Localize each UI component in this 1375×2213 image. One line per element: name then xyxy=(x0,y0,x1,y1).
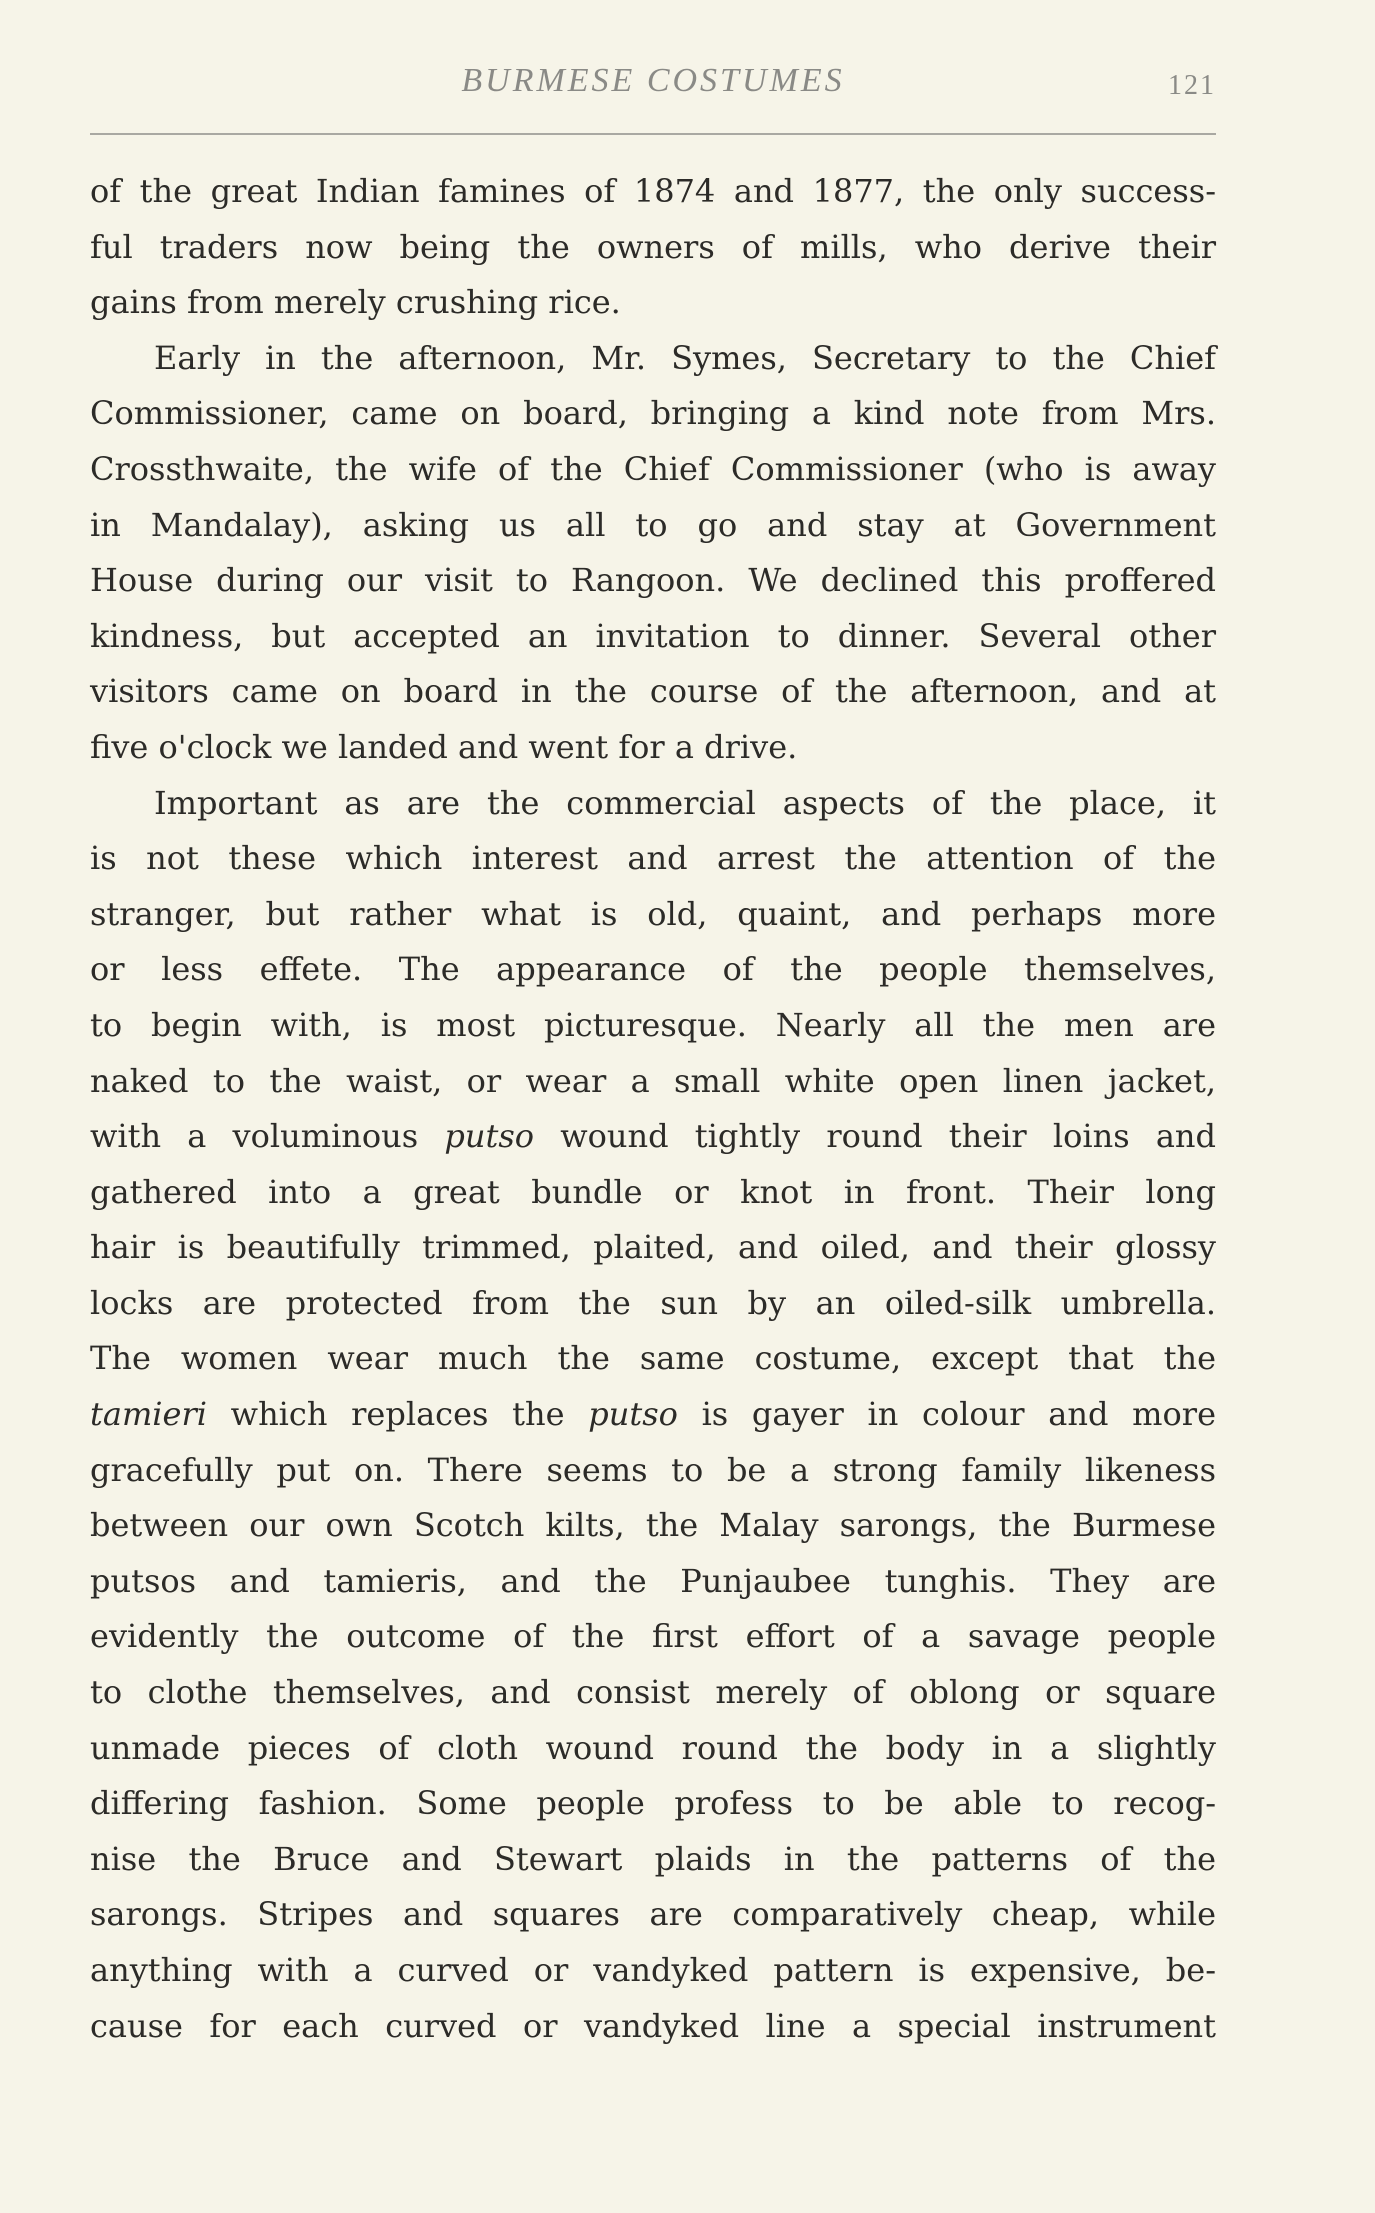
text-line: Commissioner, came on board, bringing a kind note from Mrs. xyxy=(90,394,1216,433)
running-head xyxy=(90,62,1216,110)
text-line: between our own Scotch kilts, the Malay sarongs, the Burmese xyxy=(90,1506,1216,1545)
text-line: locks are protected from the sun by an oiled-silk umbrella. xyxy=(90,1283,1216,1322)
text-line: five o'clock we landed and went for a drive. xyxy=(90,727,798,766)
text-line: gains from merely crushing rice. xyxy=(90,283,621,322)
italic-word: tamieri xyxy=(90,1395,207,1434)
text-line: of the great Indian famines of 1874 and 1877, the only success- xyxy=(90,172,1216,210)
line-segment: which replaces the xyxy=(206,1395,589,1434)
line-segment: wound tightly round their loins and xyxy=(534,1117,1217,1156)
body-text xyxy=(90,164,1216,2054)
text-line: kindness, but accepted an invitation to dinner. Several other xyxy=(90,616,1216,655)
text-line: gathered into a great bundle or knot in front. Their long xyxy=(90,1172,1216,1211)
text-line: hair is beautifully trimmed, plaited, and oiled, and their glossy xyxy=(90,1228,1216,1267)
italic-word: putso xyxy=(588,1395,678,1434)
text-line: Important as are the commercial aspects of the place, it xyxy=(154,783,1216,822)
text-line: cause for each curved or vandyked line a special instrument xyxy=(90,2006,1216,2045)
text-line xyxy=(90,1109,1216,1165)
text-line: House during our visit to Rangoon. We declined this proffered xyxy=(90,561,1216,600)
text-line: unmade pieces of cloth wound round the body in a slightly xyxy=(90,1728,1216,1767)
italic-word: putso xyxy=(444,1117,535,1156)
text-line: putsos and tamieris, and the Punjaubee tunghis. They are xyxy=(90,1561,1216,1600)
text-line: to clothe themselves, and consist merely of oblong or square xyxy=(90,1673,1216,1712)
text-line: stranger, but rather what is old, quaint, and perhaps more xyxy=(90,894,1216,933)
text-line: visitors came on board in the course of the afternoon, and at xyxy=(90,672,1216,711)
text-line: nise the Bruce and Stewart plaids in the patterns of the xyxy=(90,1839,1216,1878)
text-line: ful traders now being the owners of mills, who derive their xyxy=(90,227,1216,266)
text-line: naked to the waist, or wear a small white open linen jacket, xyxy=(90,1061,1216,1100)
text-line: in Mandalay), asking us all to go and stay at Government xyxy=(90,505,1216,544)
line-segment: is gayer in colour and more xyxy=(677,1395,1217,1434)
text-line: differing fashion. Some people profess to be able to recog- xyxy=(90,1784,1216,1823)
text-line: or less effete. The appearance of the people themselves, xyxy=(90,950,1216,989)
text-line: sarongs. Stripes and squares are comparatively cheap, while xyxy=(90,1895,1216,1934)
line-segment: with a voluminous xyxy=(90,1117,445,1156)
page-number: 121 xyxy=(1168,70,1216,101)
header-rule xyxy=(90,133,1216,135)
text-line: Crossthwaite, the wife of the Chief Commissioner (who is away xyxy=(90,449,1216,488)
text-line: is not these which interest and arrest the attention of the xyxy=(90,839,1216,878)
text-line: anything with a curved or vandyked pattern is expensive, be- xyxy=(90,1951,1216,1989)
text-line: evidently the outcome of the first effort of a savage people xyxy=(90,1617,1216,1656)
text-line: to begin with, is most picturesque. Nearly all the men are xyxy=(90,1005,1216,1044)
text-line: gracefully put on. There seems to be a strong family likeness xyxy=(90,1450,1216,1489)
text-line xyxy=(90,1387,1216,1443)
text-line: Early in the afternoon, Mr. Symes, Secretary to the Chief xyxy=(154,338,1216,377)
running-title: BURMESE COSTUMES xyxy=(461,62,845,99)
text-line: The women wear much the same costume, except that the xyxy=(90,1339,1216,1378)
